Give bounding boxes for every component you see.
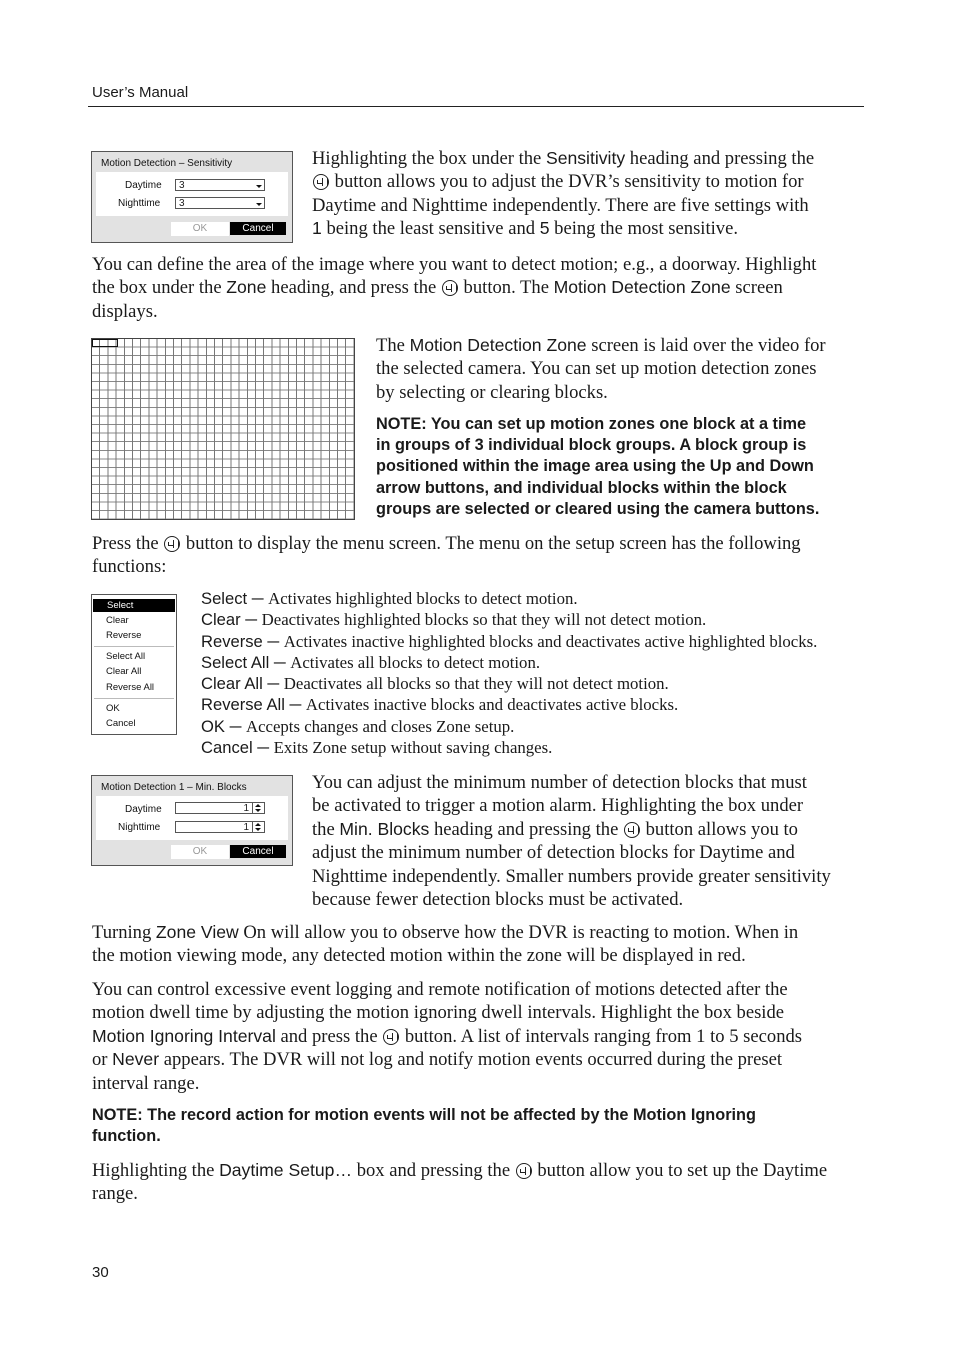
chevron-down-icon [256, 185, 262, 188]
cancel-button[interactable]: Cancel [230, 845, 286, 858]
daytime-label: Daytime [125, 804, 162, 815]
text: button allow you to set up the Daytime [532, 1160, 828, 1181]
text: You can adjust the minimum number of detection blocks that must [312, 772, 807, 793]
definition-ok [201, 716, 514, 737]
definition-term: Clear All ─ [201, 674, 284, 693]
term-sensitivity: Sensitivity [545, 148, 626, 168]
text: functions: [92, 556, 167, 578]
definition-clear [201, 609, 706, 630]
paragraph-daytime-setup [92, 1159, 882, 1206]
menu-item-clear-all[interactable]: Clear All [106, 666, 142, 677]
menu-item-clear[interactable]: Clear [106, 615, 129, 626]
dialog-title: Motion Detection – Sensitivity [101, 158, 233, 169]
text: being the most sensitive. [549, 218, 738, 240]
text: screen [730, 277, 783, 299]
menu-divider [94, 698, 174, 699]
text: and press the [275, 1025, 383, 1047]
enter-button-icon [313, 174, 329, 190]
header-rule [88, 106, 864, 107]
text: appears. The DVR will not log and notify motion events occurred during the preset [159, 1049, 782, 1071]
dialog-title: Motion Detection 1 – Min. Blocks [101, 782, 247, 793]
definition-reverse [201, 631, 817, 652]
text: by selecting or clearing blocks. [376, 381, 608, 403]
definition-desc: Accepts changes and closes Zone setup. [245, 717, 515, 736]
note-motion-zones [376, 414, 876, 520]
definition-desc: Activates inactive highlighted blocks and deactivates active highlighted blocks. [283, 632, 818, 651]
definition-desc: Exits Zone setup without saving changes. [273, 738, 553, 757]
min-blocks-dialog [91, 775, 293, 866]
page-number: 30 [92, 1264, 109, 1281]
term-zone: Zone [226, 277, 267, 298]
paragraph-zone-screen [376, 334, 876, 404]
note-line: NOTE: The record action for motion events will not be affected by the Motion Ignoring [92, 1106, 756, 1124]
dialog-body [96, 172, 288, 216]
term-motion-detection-zone: Motion Detection Zone [409, 335, 587, 355]
text: adjust the minimum number of detection blocks for Daytime and [312, 842, 795, 864]
text: range. [92, 1183, 138, 1205]
text: interval range. [92, 1072, 200, 1094]
text: being the least sensitive and [321, 218, 540, 240]
text: The [376, 335, 410, 356]
sensitivity-dialog [91, 151, 293, 243]
definition-desc: Deactivates all blocks so that they will not detect motion. [283, 674, 669, 693]
text: You can define the area of the image where you want to detect motion; e.g., a doorway. Highlight [92, 254, 817, 275]
daytime-value: 1 [243, 803, 249, 814]
menu-divider [94, 646, 174, 647]
paragraph-min-blocks [312, 771, 882, 911]
dialog-body [96, 796, 288, 840]
motion-detection-zone-grid[interactable] [91, 338, 355, 520]
selected-block-group [92, 339, 118, 347]
definition-clear-all [201, 673, 669, 694]
text: the box under the [92, 277, 227, 299]
definition-term: Cancel ─ [201, 738, 274, 757]
note-line: in groups of 3 individual block groups. A block group is [376, 436, 807, 455]
nighttime-min-blocks-stepper[interactable] [175, 821, 265, 833]
menu-item-reverse-all[interactable]: Reverse All [106, 682, 155, 693]
definition-desc: Activates inactive blocks and deactivates active blocks. [305, 695, 679, 714]
definition-desc: Activates highlighted blocks to detect motion. [268, 589, 578, 608]
enter-button-icon [624, 822, 640, 838]
chevron-down-icon [256, 203, 262, 206]
text: button to display the menu screen. The menu on the setup screen has the following [181, 533, 801, 554]
text: the selected camera. You can set up motion detection zones [376, 358, 817, 380]
definition-term: Clear ─ [201, 610, 262, 629]
definition-cancel [201, 737, 552, 758]
spinner-arrows-icon[interactable] [252, 822, 264, 832]
text: button allows you to [640, 818, 798, 840]
text: Nighttime independently. Smaller numbers provide greater sensitivity [312, 865, 831, 887]
text: heading, and press the [266, 277, 441, 299]
daytime-label: Daytime [125, 180, 162, 191]
text: Daytime and Nighttime independently. There are five settings with [312, 194, 809, 216]
nighttime-value: 3 [179, 198, 185, 209]
note-line: groups are selected or cleared using the camera buttons. [376, 499, 820, 518]
running-header: User’s Manual [92, 84, 189, 101]
text: the [312, 818, 340, 840]
paragraph-sensitivity [312, 147, 872, 241]
note-line: NOTE: You can set up motion zones one block at a time [376, 415, 807, 433]
term-never: Never [112, 1049, 160, 1070]
term-daytime-setup: Daytime Setup… [219, 1160, 353, 1180]
menu-item-reverse[interactable]: Reverse [106, 630, 142, 641]
text: Highlighting the [92, 1160, 220, 1181]
term-motion-ignoring-interval: Motion Ignoring Interval [92, 1025, 276, 1046]
text: heading and pressing the [429, 818, 623, 840]
definition-desc: Activates all blocks to detect motion. [290, 653, 541, 672]
text: displays. [92, 300, 158, 322]
menu-item-select[interactable]: Select [93, 599, 175, 612]
enter-button-icon [516, 1163, 532, 1179]
paragraph-zone-view [92, 921, 882, 968]
text: Turning [92, 922, 156, 943]
menu-item-cancel[interactable]: Cancel [106, 718, 136, 729]
enter-button-icon [383, 1029, 399, 1045]
text: motion dwell time by adjusting the motion ignoring dwell intervals. Highlight the box beside [92, 1002, 785, 1024]
ok-button[interactable]: OK [171, 845, 229, 859]
term-5: 5 [539, 218, 550, 239]
paragraph-zone [92, 253, 872, 323]
text: button. The [458, 277, 554, 299]
definition-select-all [201, 652, 540, 673]
zone-setup-menu [91, 594, 177, 735]
term-motion-detection-zone: Motion Detection Zone [553, 277, 731, 298]
term-zone-view: Zone View [155, 922, 239, 942]
text: box and pressing the [352, 1160, 515, 1181]
text: button. A list of intervals ranging from 1 to 5 seconds [400, 1025, 803, 1047]
paragraph-motion-ignoring [92, 978, 882, 1095]
text: button allows you to adjust the DVR’s sensitivity to motion for [330, 171, 804, 193]
definition-term: OK ─ [201, 717, 246, 736]
menu-item-select-all[interactable]: Select All [106, 651, 146, 662]
text: Highlighting the box under the [312, 148, 546, 169]
text: heading and pressing the [625, 148, 815, 169]
note-line: function. [92, 1127, 161, 1146]
nighttime-sensitivity-select[interactable] [175, 197, 265, 209]
nighttime-label: Nighttime [118, 198, 161, 209]
text: the motion viewing mode, any detected motion within the zone will be displayed in red. [92, 945, 746, 967]
text: or [92, 1049, 113, 1071]
text: screen is laid over the video for [586, 335, 826, 356]
ok-button[interactable]: OK [171, 222, 229, 236]
paragraph-menu [92, 532, 872, 579]
text: because fewer detection blocks must be activated. [312, 889, 684, 911]
term-min-blocks: Min. Blocks [339, 818, 430, 839]
daytime-value: 3 [179, 180, 185, 191]
daytime-sensitivity-select[interactable] [175, 179, 265, 191]
definition-select [201, 588, 578, 609]
term-1: 1 [312, 218, 322, 239]
text: On will allow you to observe how the DVR is reacting to motion. When in [238, 922, 799, 943]
enter-button-icon [442, 280, 458, 296]
text: be activated to trigger a motion alarm. Highlighting the box under [312, 795, 804, 817]
definition-term: Select ─ [201, 589, 269, 608]
note-line: positioned within the image area using the Up and Down [376, 457, 814, 476]
definition-term: Select All ─ [201, 653, 291, 672]
text: You can control excessive event logging and remote notification of motions detected after the [92, 979, 788, 1000]
definition-reverse-all [201, 694, 678, 715]
nighttime-value: 1 [243, 822, 249, 833]
note-line: arrow buttons, and individual blocks within the block [376, 478, 787, 497]
spinner-arrows-icon[interactable] [252, 803, 264, 813]
menu-item-ok[interactable]: OK [106, 703, 120, 714]
definition-desc: Deactivates highlighted blocks so that they will not detect motion. [261, 610, 707, 629]
daytime-min-blocks-stepper[interactable] [175, 802, 265, 814]
definition-term: Reverse ─ [201, 632, 284, 651]
note-record-action [92, 1105, 882, 1147]
text: Press the [92, 533, 164, 554]
enter-button-icon [164, 536, 180, 552]
cancel-button[interactable]: Cancel [230, 222, 286, 235]
nighttime-label: Nighttime [118, 822, 161, 833]
definition-term: Reverse All ─ [201, 695, 306, 714]
